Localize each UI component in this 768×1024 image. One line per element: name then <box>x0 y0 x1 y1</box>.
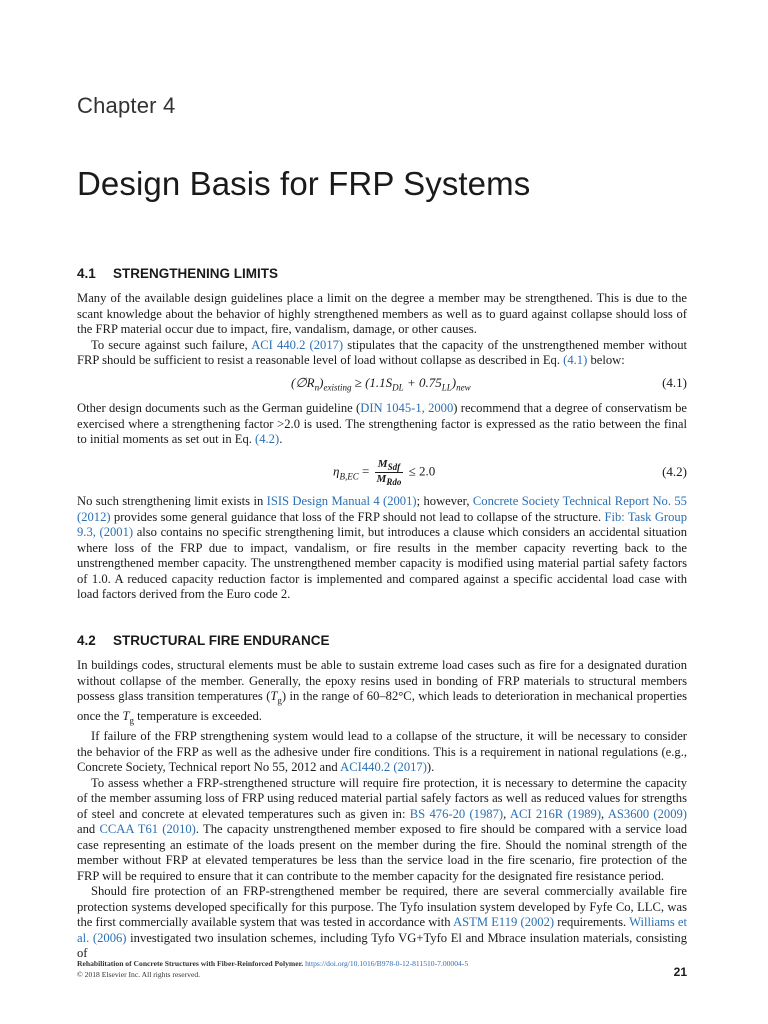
symbol-subscript: g <box>277 695 282 706</box>
paragraph: Many of the available design guidelines place a limit on the degree a member may be strengthened. This is due to the scant knowledge about the behavior of highly strengthened members as well as to guard against collapse should loss of the FRP material occur due to impact, fire, vandalism, damage, or other causes. <box>77 291 687 336</box>
paragraph <box>77 658 687 729</box>
paragraph <box>77 729 687 776</box>
text-run: . <box>279 432 283 446</box>
section-heading-4-2 <box>77 633 330 648</box>
citation-link[interactable]: BS 476-20 (1987) <box>409 806 504 821</box>
text-run: ; however, <box>416 494 473 508</box>
equation-4-1 <box>77 375 687 395</box>
citation-link[interactable]: AS3600 (2009) <box>607 806 688 821</box>
doi-link[interactable]: https://doi.org/10.1016/B978-0-12-811510-7.00004-5 <box>305 959 469 968</box>
section-4-1-para3 <box>77 401 687 448</box>
section-title: STRENGTHENING LIMITS <box>113 266 278 281</box>
text-run: . The capacity unstrengthened member exposed to fire should be compared with a service load case representing an estimate of the loads present on the member during the fire. Should the nominal strength of the member without FRP at elevated temperatures be less than the service load in the fire scenario, fire protection of the FRP will be required to ensure that it can contribute to the member capacity for the designated fire resistance period. <box>77 822 687 883</box>
footer-copyright: © 2018 Elsevier Inc. All rights reserved. <box>77 970 201 979</box>
citation-link[interactable]: ACI440.2 (2017) <box>340 760 427 775</box>
page-footer <box>77 958 687 980</box>
text-run: No such strengthening limit exists in <box>77 494 267 508</box>
text-run: ). <box>426 760 435 775</box>
section-number: 4.1 <box>77 266 96 281</box>
text-run: If failure of the FRP strengthening system would lead to a collapse of the structure, it will be necessary to consider the behavior of the FRP as well as the adhesive under fire conditions. This is a requirement in national regulations (e.g., Concrete Society, Technical report No 55, 2012 and <box>77 729 687 775</box>
text-run: ) recommend that a degree of conservatism be exercised where a strengthening factor >2.0 is used. The strengthening factor is expressed as the ratio between the final to initial moments as set out in Eq. <box>77 401 687 446</box>
section-number: 4.2 <box>77 633 96 648</box>
text-run: Other design documents such as the German guideline ( <box>77 401 361 415</box>
citation-link[interactable]: DIN 1045-1, 2000 <box>360 401 454 415</box>
chapter-label: Chapter 4 <box>77 93 176 118</box>
book-title: Rehabilitation of Concrete Structures with Fiber-Reinforced Polymer. <box>77 959 304 968</box>
equation-4-2 <box>77 455 687 489</box>
section-4-1-para4 <box>77 494 687 603</box>
citation-link[interactable]: CCAA T61 (2010) <box>99 822 196 837</box>
text-run: In buildings codes, structural elements must be able to sustain extreme load cases such as fire for a designated duration without collapse of the member. Generally, the epoxy resins used in bonding of FRP materials to structural members possess glass transition temperatures ( <box>77 658 687 703</box>
citation-link[interactable]: Concrete Society Technical Report No. 55 (2012) <box>77 494 687 524</box>
text-run: To secure against such failure, <box>91 337 252 352</box>
section-heading-4-1 <box>77 266 278 281</box>
text-run: below: <box>587 353 625 367</box>
equation-expression: $\eta_{B,EC}$ = $\frac{M_{Sdf}}{M_{Rdo}}$ ≤ 2.0 <box>333 458 436 488</box>
citation-link[interactable]: ISIS Design Manual 4 (2001) <box>266 494 417 508</box>
text-run: investigated two insulation schemes, including Tyfo VG+Tyfo El and Mbrace insulation materials, consisting of <box>77 930 687 961</box>
text-run: stipulates that the capacity of the unstrengthened member without FRP should be sufficient to resist a reasonable level of load without collapse as described in Eq. <box>77 337 687 367</box>
footer-citation <box>77 958 687 969</box>
citation-link[interactable]: ACI 216R (1989) <box>509 806 602 821</box>
paragraph <box>77 494 687 603</box>
chapter-title: Design Basis for FRP Systems <box>77 165 531 202</box>
equation-ref-link[interactable]: (4.2) <box>255 432 280 446</box>
equation-expression: $(\emptyset R_n)_{existing} \ge (1.1S_{DL} + 0.75_{LL})_{new}$ <box>291 375 471 393</box>
text-run: To assess whether a FRP-strengthened structure will require fire protection, it is necessary to determine the capacity of the member assuming loss of FRP using reduced material partial safely factors as well as reduced values for strengths of steel and concrete at elevated temperatures such as given in: <box>77 775 687 821</box>
equation-fraction: $\frac{M_{Sdf}}{M_{Rdo}}$ <box>376 458 402 488</box>
symbol-subscript: g <box>129 715 134 726</box>
paragraph <box>77 338 687 369</box>
citation-link[interactable]: ACI 440.2 (2017) <box>251 337 344 352</box>
paragraph: To assess whether a FRP-strengthened structure will require fire protection, it is necessary to determine the capacity of the member assuming loss of FRP using reduced material partial safely factors as well as reduced values for strengths of steel and concrete at elevated temperatures such as given in: BS 476-20 (1987), ACI 216R (1989), AS3600 (2009) and CCAA T61 (2010). The capacity unstrengthened member exposed to fire should be compared with a service load case representing an estimate of the loads present on the member during the fire. Should the nominal strength of the member without FRP at elevated temperatures be less than the service load in the fire scenario, fire protection of the FRP will be required to ensure that it can contribute to the member capacity for the designated fire resistance period. <box>77 775 688 883</box>
section-title: STRUCTURAL FIRE ENDURANCE <box>113 633 330 648</box>
citation-link[interactable]: Williams et al. (2006) <box>77 915 688 945</box>
citation-link[interactable]: ASTM E119 (2002) <box>453 915 555 930</box>
text-run: Should fire protection of an FRP-strengthened member be required, there are several commercially available fire protection systems developed specifically for this purpose. The Tyfo insulation system developed by Fyfe Co, LLC, was the first commercially available system that was tested in accordance with <box>77 884 687 930</box>
symbol: T <box>270 689 278 703</box>
citation-link[interactable]: Fib: Task Group 9.3, (2001) <box>77 509 688 539</box>
paragraph <box>77 401 687 448</box>
symbol: T <box>122 709 130 724</box>
section-4-2-body <box>77 658 687 962</box>
equation-number: (4.2) <box>662 464 687 479</box>
book-page <box>77 0 687 1024</box>
page-number: 21 <box>673 965 687 979</box>
equation-ref-link[interactable]: (4.1) <box>563 353 588 367</box>
paragraph <box>77 884 687 962</box>
text-run: provides some general guidance that loss of the FRP should not lead to collapse of the structure. <box>110 509 605 524</box>
text-run: ) in the range of 60–82°C, which leads to deterioration in mechanical properties once the <box>77 689 687 724</box>
section-4-1-intro <box>77 291 687 369</box>
equation-number: (4.1) <box>662 375 687 390</box>
text-run: also contains no specific strengthening limit, but introduces a clause which considers an accidental situation where loss of the FRP due to impact, vandalism, or fire results in the member capacity reverting back to the unstrengthened member capacity. The unstrengthened member capacity is modified using material partial safety factors of 1.0. A reduced capacity reduction factor is implemented and compared against a specific accidental load case with load factors derived from the Euro code 2. <box>77 525 687 601</box>
text-run: temperature is exceeded. <box>133 709 262 724</box>
text-run: requirements. <box>554 915 630 930</box>
